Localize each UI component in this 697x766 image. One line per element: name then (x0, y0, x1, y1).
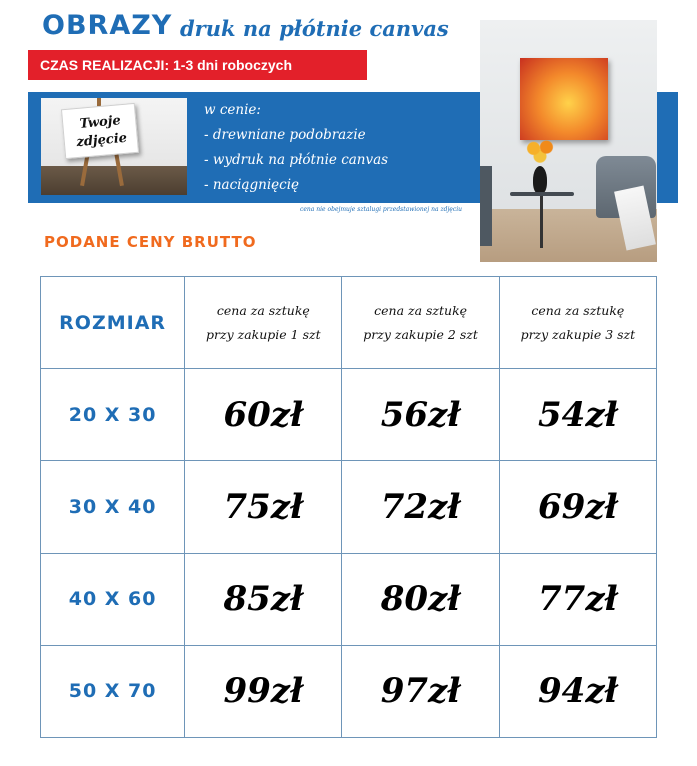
table-leg-icon (540, 196, 543, 248)
size-cell: 50 X 70 (41, 645, 185, 737)
photo-caption-line: Twoje (79, 113, 122, 132)
price-cell: 60zł (185, 369, 342, 461)
price-column-header-3 (499, 277, 656, 369)
price-table (40, 276, 657, 738)
interior-photo (480, 20, 657, 262)
price-header-line: przy zakupie 3 szt (520, 326, 636, 342)
easel-disclaimer: cena nie obejmuje sztalugi przedstawionej na zdjęciu (300, 206, 462, 213)
table-header-row (41, 277, 657, 369)
page-subtitle: druk na płótnie canvas (180, 16, 449, 41)
price-cell: 85zł (185, 553, 342, 645)
price-cell: 56zł (342, 369, 499, 461)
price-column-header-1 (185, 277, 342, 369)
flowers-icon (524, 138, 556, 164)
table-row (41, 645, 657, 737)
easel-leg-icon (114, 152, 124, 186)
included-heading: w cenie: (204, 102, 261, 118)
table-row (41, 461, 657, 553)
price-cell: 54zł (499, 369, 656, 461)
price-header-line: przy zakupie 2 szt (363, 326, 478, 342)
canvas-easel-photo (41, 98, 187, 195)
price-cell: 69zł (499, 461, 656, 553)
price-cell: 80zł (342, 553, 499, 645)
vase-icon (533, 166, 547, 194)
price-cell: 75zł (185, 461, 342, 553)
chair-icon (480, 166, 492, 246)
table-row (41, 553, 657, 645)
photo-caption (60, 111, 143, 154)
page-title: OBRAZY (42, 10, 173, 41)
size-cell: 40 X 60 (41, 553, 185, 645)
price-cell: 77zł (499, 553, 656, 645)
price-header-line: cena za sztukę (216, 302, 310, 318)
price-header-line: cena za sztukę (374, 302, 468, 318)
lead-time-banner: CZAS REALIZACJI: 1-3 dni roboczych (28, 50, 367, 80)
table-row (41, 369, 657, 461)
price-cell: 99zł (185, 645, 342, 737)
included-item: - naciągnięcię (204, 177, 300, 193)
gross-prices-label: PODANE CENY BRUTTO (44, 233, 257, 251)
price-cell: 97zł (342, 645, 499, 737)
included-items-list (204, 98, 388, 198)
size-cell: 30 X 40 (41, 461, 185, 553)
price-column-header-2 (342, 277, 499, 369)
photo-caption-line: zdjęcie (75, 130, 128, 151)
price-header-line: przy zakupie 1 szt (206, 326, 321, 342)
wall-painting-icon (520, 58, 608, 140)
price-cell: 72zł (342, 461, 499, 553)
price-header-line: cena za sztukę (531, 302, 625, 318)
included-item: - wydruk na płótnie canvas (204, 152, 389, 168)
price-cell: 94zł (499, 645, 656, 737)
size-column-header: ROZMIAR (41, 277, 185, 369)
included-item: - drewniane podobrazie (204, 127, 366, 143)
size-cell: 20 X 30 (41, 369, 185, 461)
